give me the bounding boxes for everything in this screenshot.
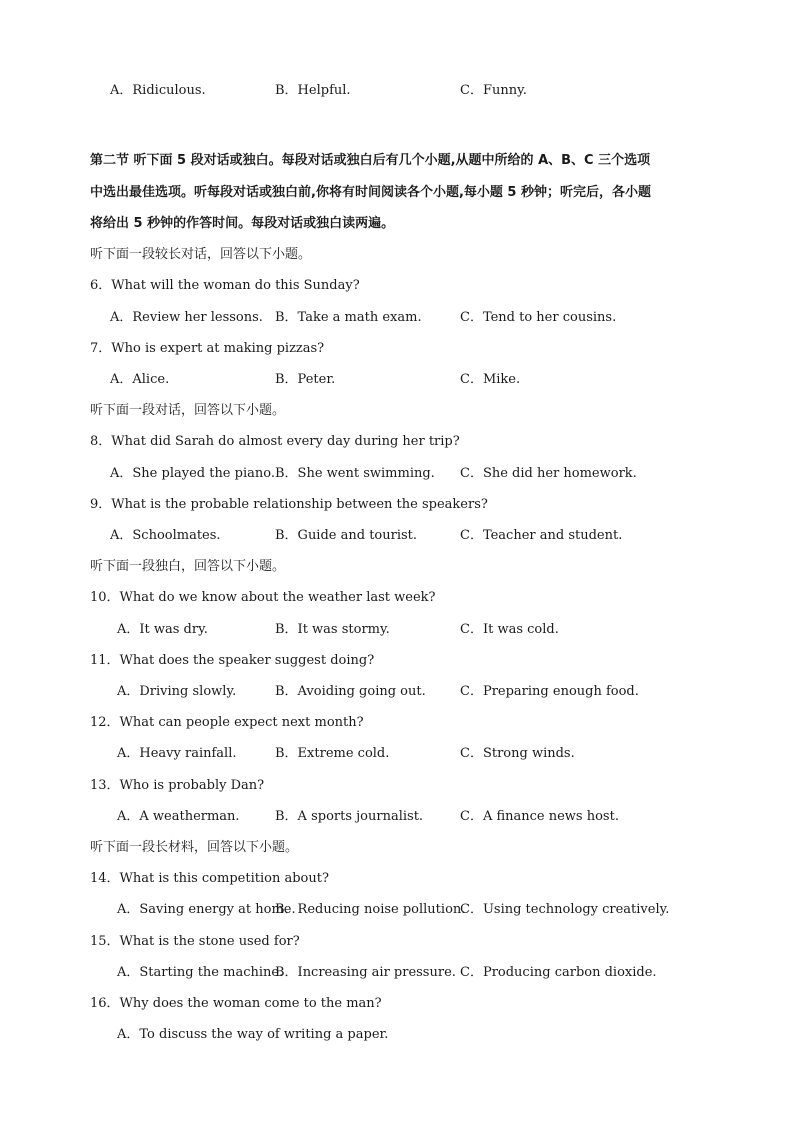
option-c: C．She did her homework. bbox=[460, 466, 637, 481]
option-b: B．Reducing noise pollution. bbox=[275, 902, 466, 917]
option-c: C．Using technology creatively. bbox=[460, 902, 670, 917]
option-a: A．Saving energy at home. bbox=[117, 902, 296, 917]
option-a: A．She played the piano. bbox=[110, 466, 275, 481]
question-stem: 9．What is the probable relationship between the speakers? bbox=[90, 497, 488, 512]
option-c: C．Teacher and student. bbox=[460, 528, 623, 543]
question-stem: 8．What did Sarah do almost every day during her trip? bbox=[90, 434, 460, 449]
question-stem: 12．What can people expect next month? bbox=[90, 715, 364, 730]
option-a: A．Driving slowly. bbox=[117, 684, 237, 699]
option-b: B．Increasing air pressure. bbox=[275, 965, 456, 980]
option-a: A．Review her lessons. bbox=[110, 310, 263, 325]
group-intro: 听下面一段对话，回答以下小题。 bbox=[90, 403, 286, 418]
question-stem: 6．What will the woman do this Sunday? bbox=[90, 278, 360, 293]
option-c: C．Preparing enough food. bbox=[460, 684, 639, 699]
question-stem: 16．Why does the woman come to the man? bbox=[90, 996, 382, 1011]
option-b: B．She went swimming. bbox=[275, 466, 435, 481]
option-b: B．Peter. bbox=[275, 372, 336, 387]
option-a: A．It was dry. bbox=[117, 622, 208, 637]
option-a: A．To discuss the way of writing a paper. bbox=[117, 1027, 389, 1042]
question-stem: 10．What do we know about the weather last week? bbox=[90, 590, 436, 605]
option-b: B．Extreme cold. bbox=[275, 746, 390, 761]
q5-option-c: C．Funny. bbox=[460, 83, 527, 98]
option-b: B．Avoiding going out. bbox=[275, 684, 426, 699]
section-instruction-line-1: 第二节 听下面 5 段对话或独白。每段对话或独白后有几个小题,从题中所给的 A、B、C 三个选项 bbox=[90, 153, 651, 168]
option-a: A．A weatherman. bbox=[117, 809, 240, 824]
option-a: A．Schoolmates. bbox=[110, 528, 221, 543]
option-b: B．It was stormy. bbox=[275, 622, 390, 637]
option-c: C．Producing carbon dioxide. bbox=[460, 965, 657, 980]
option-c: C．Strong winds. bbox=[460, 746, 575, 761]
question-stem: 13．Who is probably Dan? bbox=[90, 778, 265, 793]
question-stem: 11．What does the speaker suggest doing? bbox=[90, 653, 375, 668]
group-intro: 听下面一段较长对话，回答以下小题。 bbox=[90, 247, 312, 262]
option-c: C．A finance news host. bbox=[460, 809, 619, 824]
question-stem: 14．What is this competition about? bbox=[90, 871, 329, 886]
option-a: A．Heavy rainfall. bbox=[117, 746, 237, 761]
option-b: B．Guide and tourist. bbox=[275, 528, 418, 543]
question-stem: 7．Who is expert at making pizzas? bbox=[90, 341, 325, 356]
option-a: A．Alice. bbox=[110, 372, 170, 387]
group-intro: 听下面一段独白，回答以下小题。 bbox=[90, 559, 286, 574]
section-instruction-line-2: 中选出最佳选项。听每段对话或独白前,你将有时间阅读各个小题,每小题 5 秒钟；听完后，各小题 bbox=[90, 185, 651, 200]
option-a: A．Starting the machine. bbox=[117, 965, 284, 980]
question-stem: 15．What is the stone used for? bbox=[90, 934, 300, 949]
section-instruction-line-3: 将给出 5 秒钟的作答时间。每段对话或独白读两遍。 bbox=[90, 216, 395, 231]
q5-option-b: B．Helpful. bbox=[275, 83, 351, 98]
option-c: C．Tend to her cousins. bbox=[460, 310, 617, 325]
option-b: B．A sports journalist. bbox=[275, 809, 424, 824]
option-b: B．Take a math exam. bbox=[275, 310, 422, 325]
option-c: C．Mike. bbox=[460, 372, 521, 387]
option-c: C．It was cold. bbox=[460, 622, 559, 637]
group-intro: 听下面一段长材料，回答以下小题。 bbox=[90, 840, 299, 855]
q5-option-a: A．Ridiculous. bbox=[110, 83, 206, 98]
